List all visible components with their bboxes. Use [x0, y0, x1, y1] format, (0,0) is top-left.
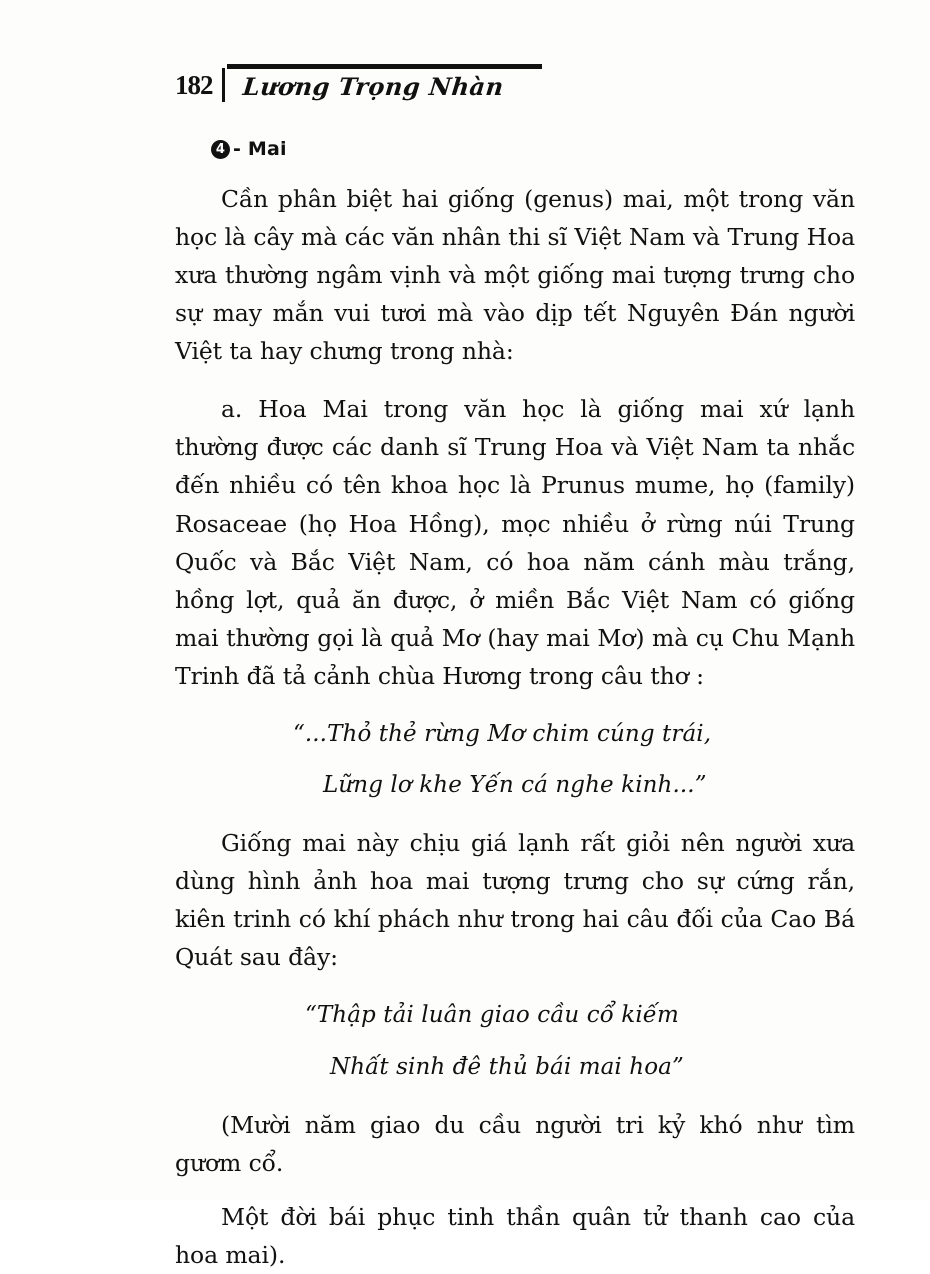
running-title: Lương Trọng Nhàn [241, 72, 506, 101]
page-number: 182 [175, 70, 213, 100]
paragraph-3: Giống mai này chịu giá lạnh rất giỏi nên người xưa dùng hình ảnh hoa mai tượng trưng cho sự cứng rắn, kiên trinh có khí phách như trong hai câu đối của Cao Bá Quát sau đây: [175, 829, 855, 972]
page-header [175, 60, 855, 112]
verse-line-2: Lững lơ khe Yến cá nghe kinh...” [323, 772, 707, 799]
page-content [175, 60, 855, 1274]
paragraph-1: Cần phân biệt hai giống (genus) mai, một trong văn học là cây mà các văn nhân thi sĩ Việt Nam và Trung Hoa xưa thường ngâm vịnh và một giống mai tượng trưng cho sự may mắn vui tươi mà vào dịp tết Nguyên Đán người Việt ta hay chưng trong nhà: [175, 185, 855, 366]
section-title: - Mai [233, 138, 287, 160]
verse-block-2 [175, 998, 855, 1085]
verse-line-3: “Thập tải luân giao cầu cổ kiếm [305, 1002, 679, 1029]
header-rule [227, 64, 542, 69]
verse-line-1: “...Thỏ thẻ rừng Mơ chim cúng trái, [293, 720, 712, 747]
header-divider [222, 68, 225, 102]
paragraph-2: a. Hoa Mai trong văn học là giống mai xứ lạnh thường được các danh sĩ Trung Hoa và Việt Nam ta nhắc đến nhiều có tên khoa học là Prunus mume, họ (family) Rosaceae (họ Hoa Hồng), mọc nhiều ở rừng núi Trung Quốc và Bắc Việt Nam, có hoa năm cánh màu trắng, hồng lợt, quả ăn được, ở miền Bắc Việt Nam có giống mai thường gọi là quả Mơ (hay mai Mơ) mà cụ Chu Mạnh Trinh đã tả cảnh chùa Hương trong câu thơ : [175, 395, 855, 690]
paragraph-5: Một đời bái phục tinh thần quân tử thanh cao của hoa mai). [175, 1202, 855, 1269]
paragraph-4: (Mười năm giao du cầu người tri kỷ khó như tìm gươm cổ. [175, 1110, 855, 1177]
section-heading [211, 138, 855, 160]
verse-block-1 [175, 717, 855, 804]
section-bullet-number: 4 [211, 140, 230, 159]
verse-line-4: Nhất sinh đê thủ bái mai hoa” [330, 1053, 684, 1080]
